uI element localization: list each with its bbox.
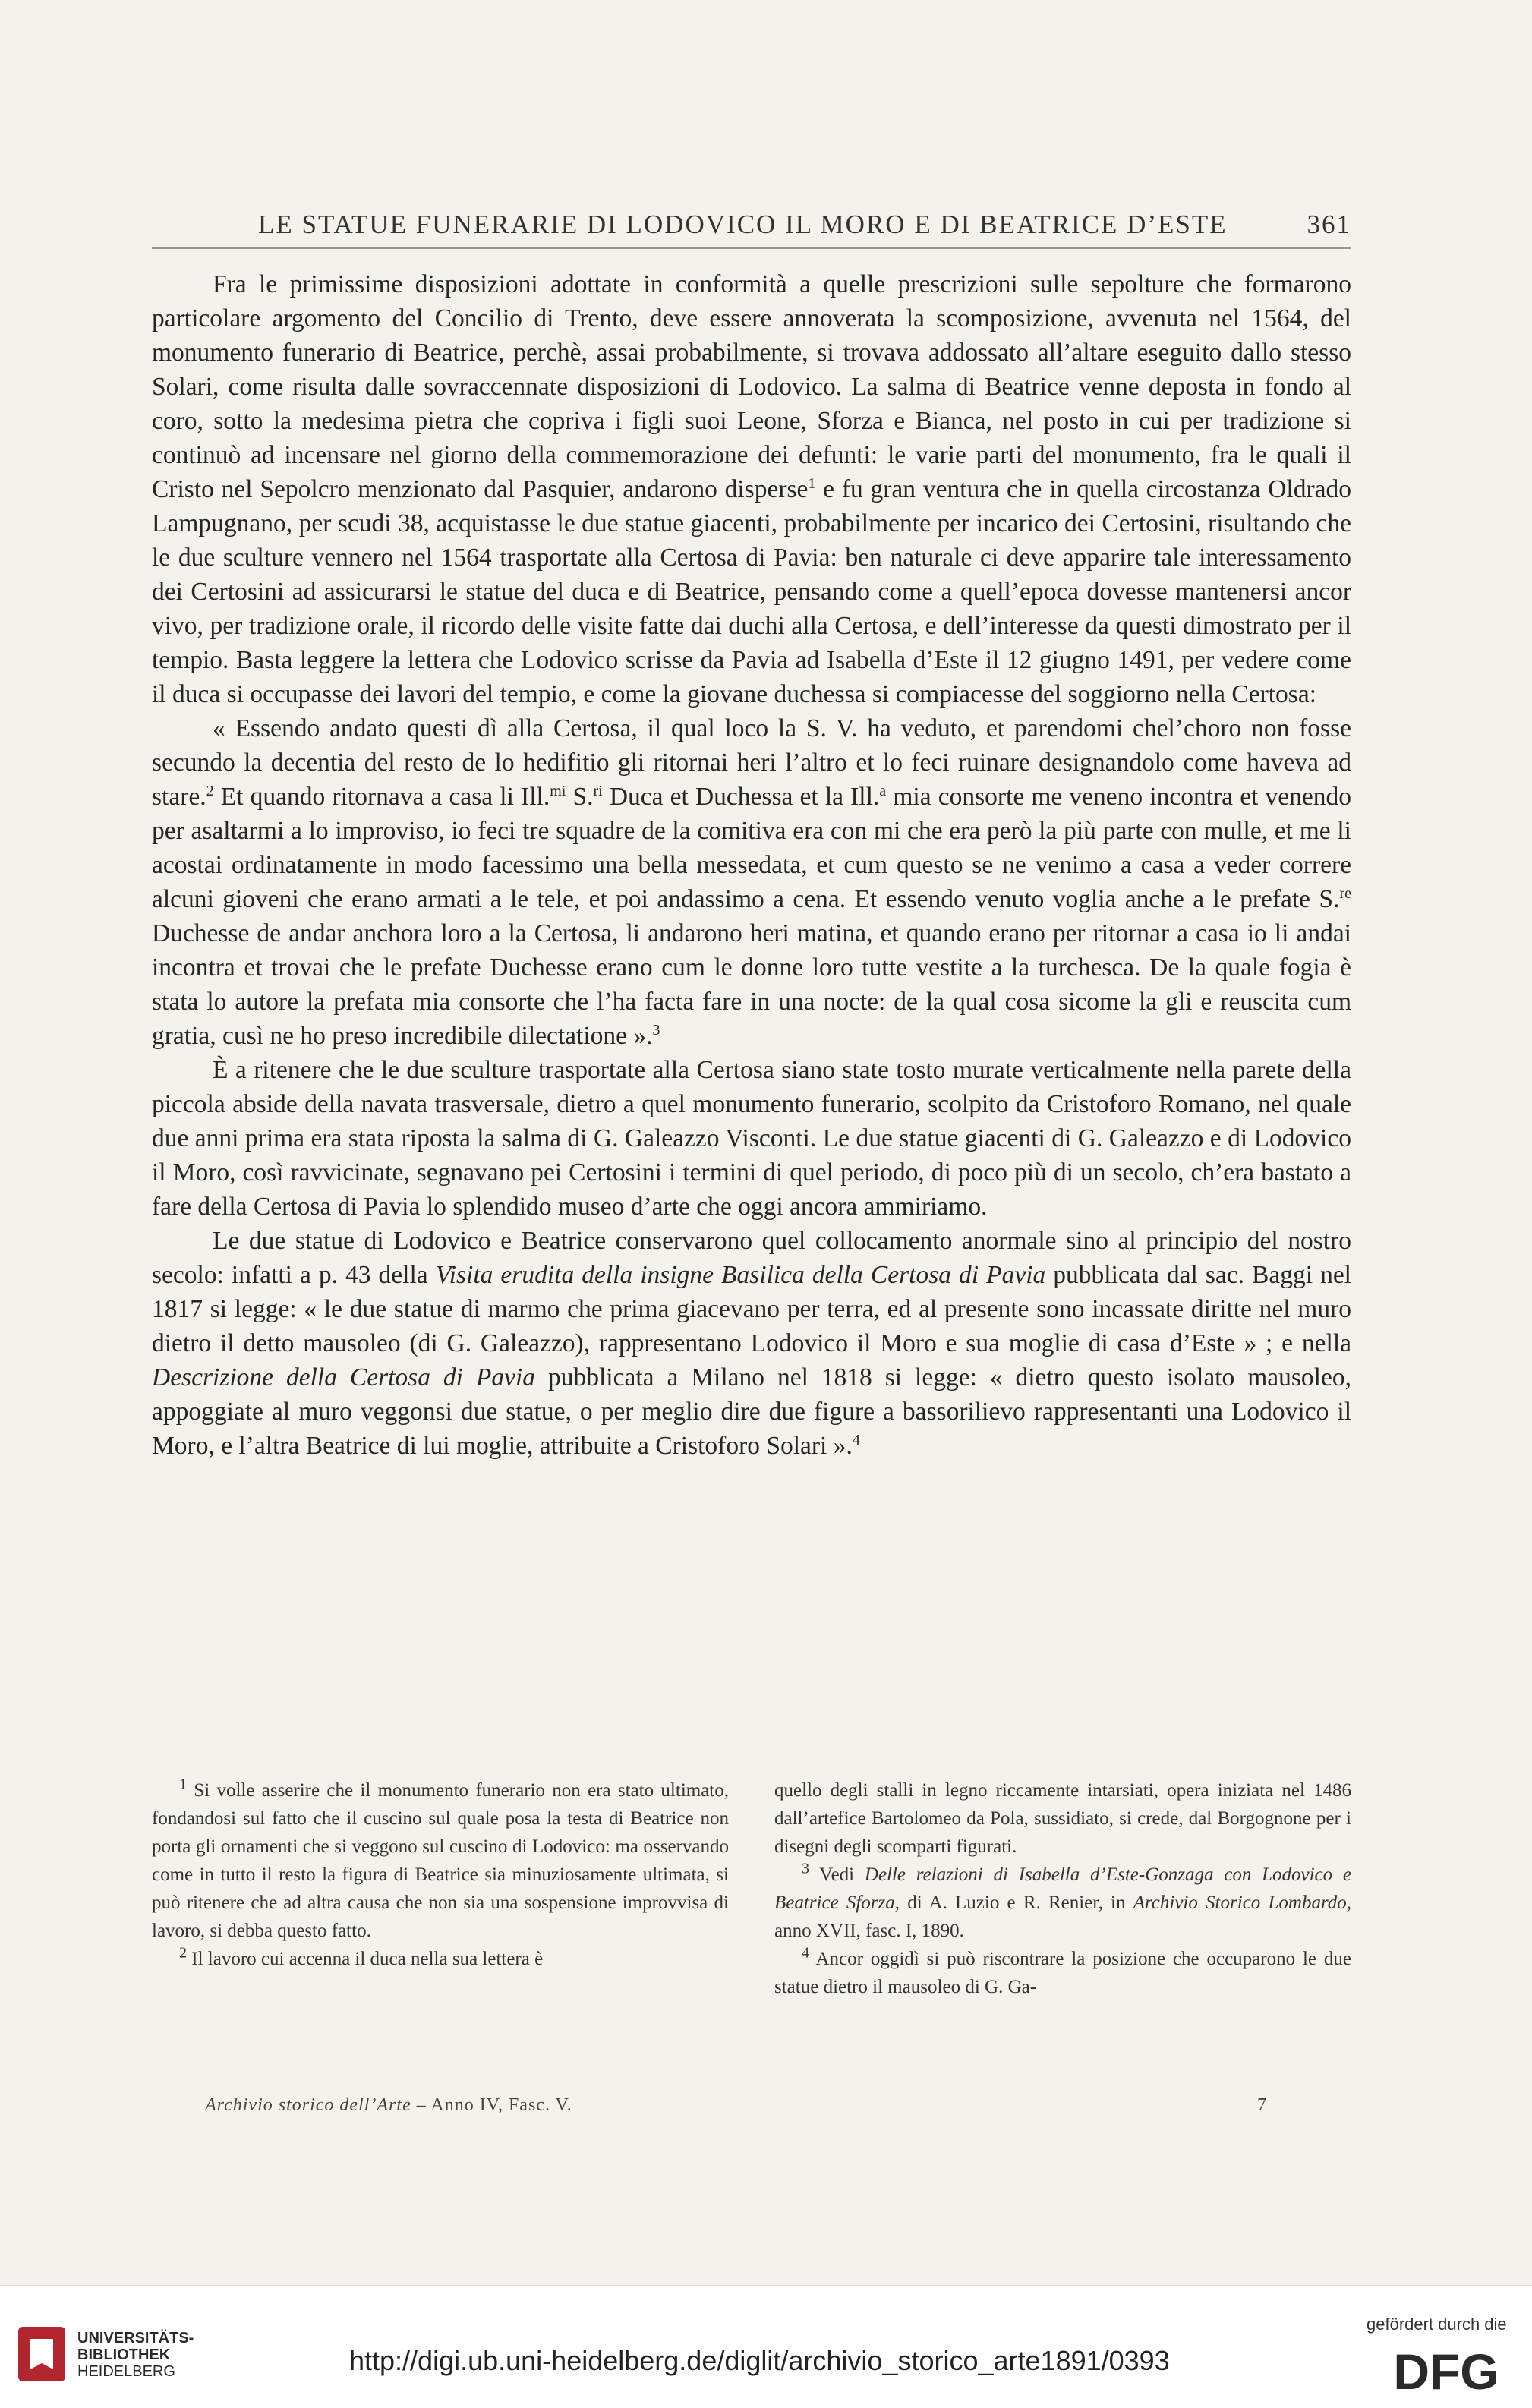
university-library-logo[interactable]: [15, 2324, 243, 2384]
cited-journal: Archivio Storico Lombardo,: [1133, 1893, 1351, 1913]
library-name: [77, 2330, 194, 2380]
library-line-2: BIBLIOTHEK: [77, 2347, 171, 2363]
abbrev-superscript: re: [1339, 884, 1351, 902]
paragraph-4-text-c: pubblicata a Milano nel 1818 si legge: « dietro questo isolato mausoleo, appoggiate al muro veggonsi due statue, o per meglio dire due figure a bassorilievo rappresentanti una Lodovico il Moro, e l’altra Beatrice di lui moglie, attribuite a Cristoforo Solari ».: [152, 1363, 1351, 1460]
cited-title: Delle relazioni di Isabella d’Este-Gonzaga con Lodovico e Beatrice Sforza,: [774, 1864, 1351, 1913]
footnote-2: [152, 1945, 729, 1973]
book-title: Visita erudita della insigne Basilica della Certosa di Pavia: [435, 1261, 1046, 1289]
letter-text-b: Et quando ritornava a casa li Ill.: [213, 783, 550, 811]
funding-label: gefördert durch die: [1367, 2315, 1507, 2334]
running-title: LE STATUE FUNERARIE DI LODOVICO IL MORO E DI BEATRICE D’ESTE: [258, 210, 1228, 239]
footnote-number: 4: [802, 1944, 809, 1962]
letter-text-c: S.: [566, 783, 594, 811]
page-number: 361: [1307, 210, 1351, 239]
footnote-number: 1: [179, 1776, 187, 1793]
library-line-1: UNIVERSITÄTS-: [77, 2330, 194, 2347]
abbrev-superscript: a: [879, 782, 887, 799]
footnote-ref[interactable]: 4: [852, 1431, 860, 1448]
journal-name: Archivio storico dell’Arte: [205, 2095, 411, 2115]
paragraph-3: È a ritenere che le due sculture trasportate alla Certosa siano state tosto murate verticalmente nella parete della piccola abside della navata trasversale, dietro a quel monumento funerario, scolpito da Cristoforo Romano, nel quale due anni prima era stata riposta la salma di G. Galeazzo Visconti. Le due statue giacenti di G. Galeazzo e di Lodovico il Moro, così ravvicinate, segnavano pei Certosini i termini di quel periodo, di poco più di un secolo, ch’era bastato a fare della Certosa di Pavia lo splendido museo d’arte che oggi ancora ammiriamo.: [152, 1056, 1351, 1221]
footnote-ref[interactable]: 2: [206, 782, 214, 799]
footnote-2-continued: quello degli stalli in legno riccamente intarsiati, opera iniziata nel 1486 dall’artefice Bartolomeo da Pola, sussidiato, si crede, dal Borgognone per i disegni degli scomparti figurati.: [774, 1780, 1351, 1857]
footnote-4: [774, 1945, 1351, 2001]
paragraph-4-text-b: pubblicata dal sac. Baggi nel 1817 si legge: « le due statue di marmo che prima giacevano per terra, ed al presente sono incassate diritte nel muro dietro il detto mausoleo (di G. Galeazzo), rappresentano Lodovico il Moro e sua moglie di casa d’Este » ; e nella: [152, 1261, 1351, 1357]
dfg-logo-text: DFG: [1393, 2345, 1499, 2398]
running-header: [152, 210, 1351, 247]
header-rule: [152, 247, 1351, 249]
footnote-number: 2: [179, 1944, 187, 1962]
letter-text-d: Duca et Duchessa et la Ill.: [602, 783, 880, 811]
paragraph-2-letter: [152, 711, 1351, 1053]
abbrev-superscript: mi: [550, 782, 566, 799]
paragraph-1-text-a: Fra le primissime disposizioni adottate in conformità a quelle prescrizioni sulle sepolture che formarono particolare argomento del Concilio di Trento, deve essere annoverata la scomposizione, avvenuta nel 1564, del monumento funerario di Beatrice, perchè, assai probabilmente, si trovava addossato all’altare eseguito dallo stesso Solari, come risulta dalle sovraccennate disposizioni di Lodovico. La salma di Beatrice venne deposta in fondo al coro, sotto la medesima pietra che copriva i figli suoi Leone, Sforza e Bianca, nel posto in cui per tradizione si continuò ad incensare nel giorno della commemorazione dei defunti: le varie parti del monumento, fra le quali il Cristo nel Sepolcro menzionato dal Pasquier, andarono disperse: [152, 270, 1351, 503]
book-title: Descrizione della Certosa di Pavia: [152, 1363, 536, 1392]
footnote-text: Vedi: [809, 1864, 865, 1885]
letter-text-e: mia consorte me veneno incontra et venendo per asaltarmi a lo improviso, io feci tre squadre de la comitiva era con mi che era però la più parte con mulle, et me li acostai ordinatamente in modo facessimo una bella messedata, et cum questo se ne venimo a casa a veder correre alcuni gioveni che erano armati a le tele, et poi andassimo a cena. Et essendo venuto voglia anche a le prefate S.: [152, 783, 1351, 913]
paragraph-1-text-b: e fu gran ventura che in quella circostanza Oldrado Lampugnano, per scudi 38, acquistasse le due statue giacenti, probabilmente per incarico dei Certosini, risultando che le due sculture vennero nel 1564 trasportate alla Certosa di Pavia: ben naturale ci deve apparire tale interessamento dei Certosini ad assicurarsi le statue del duca e di Beatrice, pensando come a quell’epoca dovesse mantenersi ancor vivo, per tradizione orale, il ricordo delle visite fatte dai duchi alla Certosa, e dell’interesse da questi dimostrato per il tempio. Basta leggere la lettera che Lodovico scrisse da Pavia ad Isabella d’Este il 12 giugno 1491, per vedere come il duca si occupasse dei lavori del tempio, e come la giovane duchessa si compiacesse del soggiorno nella Certosa:: [152, 475, 1352, 708]
body-text: [152, 267, 1351, 1463]
signature-line: [205, 2095, 572, 2116]
abbrev-superscript: ri: [593, 782, 603, 799]
sheet-number: 7: [1257, 2095, 1266, 2115]
footnote-number: 3: [802, 1860, 809, 1877]
viewer-footer: [0, 2285, 1532, 2408]
footnote-text: Si volle asserire che il monumento funerario non era stato ultimato, fondandosi sul fatto che il cuscino sul quale posa la testa di Beatrice non porta gli ornamenti che si veggono sul cuscino di Lodovico: ma osservando come in tutto il resto la figura di Beatrice sia minuziosamente ultimata, si può ritenere che ad altra causa che non sia una sospensione improvvisa di lavoro, si debba questo fatto.: [152, 1780, 729, 1941]
journal-issue: – Anno IV, Fasc. V.: [411, 2095, 572, 2115]
paragraph-1: [152, 267, 1351, 711]
footnotes-right-column: [774, 1776, 1351, 2001]
footnote-ref[interactable]: 3: [652, 1021, 660, 1039]
footnote-text: di A. Luzio e R. Renier, in: [900, 1893, 1133, 1913]
footnote-3: [774, 1861, 1351, 1945]
letter-text-a: « Essendo andato questi dì alla Certosa, il qual loco la S. V. ha veduto, et parendomi chel’choro non fosse secundo la decentia del resto de lo hedifitio gli ritornai heri l’altro et lo feci ruinare designandolo come haveva ad stare.: [152, 714, 1351, 811]
footnote-text: Ancor oggidì si può riscontrare la posizione che occuparono le due statue dietro il mausoleo di G. Ga-: [774, 1949, 1351, 1997]
dfg-logo[interactable]: [1374, 2345, 1518, 2398]
library-line-3: HEIDELBERG: [77, 2363, 175, 2380]
letter-text-f: Duchesse de andar anchora loro a la Certosa, li andarono heri matina, et quando erano per ritornar a casa io li andai incontra et trovai che le prefate Duchesse erano cum le donne loro tutte vestite a la turchesca. De la quale fogia è stata lo autore la prefata mia consorte che l’ha facta fare in una nocte: de la qual cosa sicome la gli e reuscita cum gratia, cusì ne ho preso incredibile dilectatione ».: [152, 919, 1351, 1050]
footnote-text: Il lavoro cui accenna il duca nella sua lettera è: [187, 1949, 544, 1969]
paragraph-4: [152, 1224, 1351, 1463]
footnote-1: [152, 1776, 729, 1945]
permalink-url[interactable]: http://digi.ub.uni-heidelberg.de/diglit/archivio_storico_arte1891/0393: [349, 2345, 1170, 2376]
footnotes-left-column: [152, 1776, 729, 1973]
footnote-text: anno XVII, fasc. I, 1890.: [774, 1921, 964, 1941]
library-seal-icon: [15, 2324, 68, 2384]
footnote-ref[interactable]: 1: [808, 474, 816, 492]
paragraph-4-text-a: Le due statue di Lodovico e Beatrice conservarono quel collocamento anormale sino al principio del nostro secolo: infatti a p. 43 della: [152, 1227, 1351, 1289]
